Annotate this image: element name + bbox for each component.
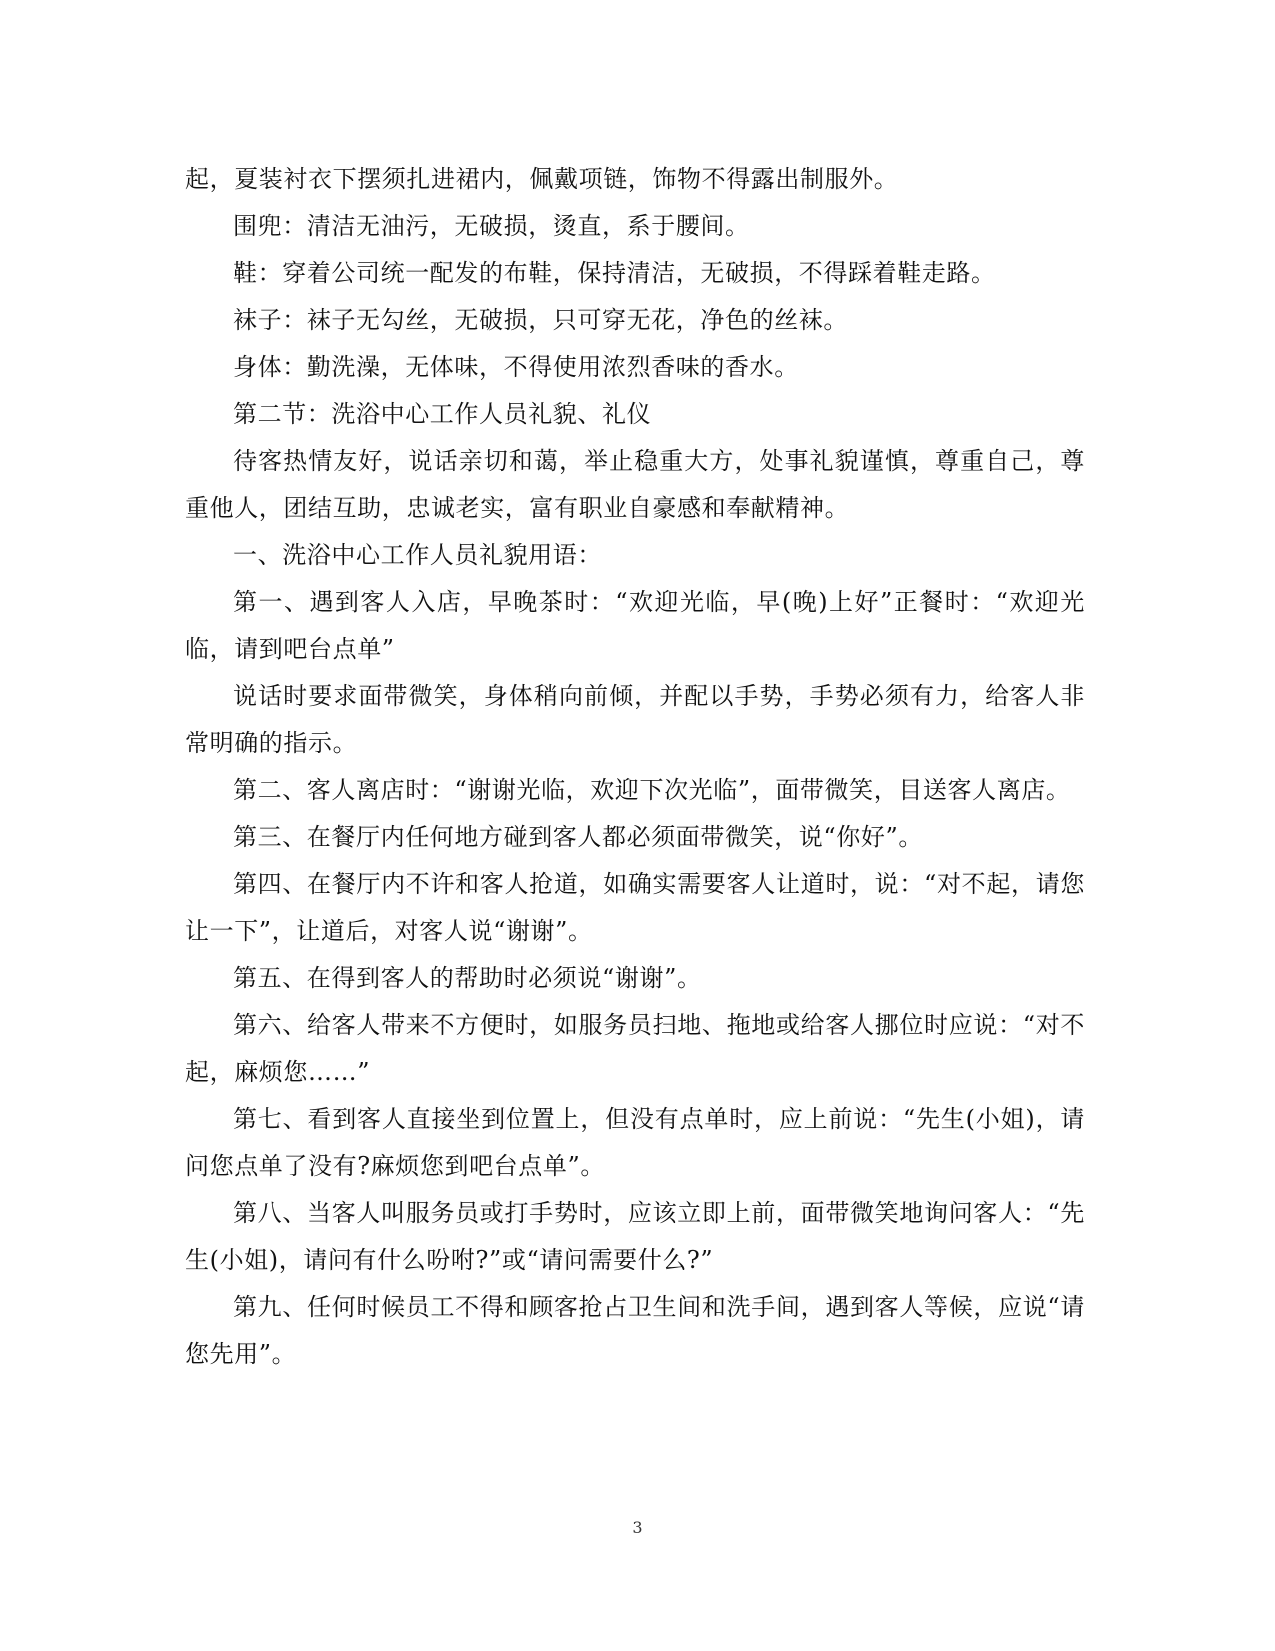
document-body bbox=[185, 156, 1085, 1378]
paragraph-2: 围兜：清洁无油污，无破损，烫直，系于腰间。 bbox=[233, 212, 750, 240]
subsection-heading: 一、洗浴中心工作人员礼貌用语： bbox=[233, 541, 602, 569]
paragraph-3: 鞋：穿着公司统一配发的布鞋，保持清洁，无破损，不得踩着鞋走路。 bbox=[233, 259, 996, 287]
paragraph-14: 第五、在得到客人的帮助时必须说“谢谢”。 bbox=[233, 964, 702, 992]
page-number: 3 bbox=[632, 1518, 643, 1537]
paragraph-1: 起，夏装衬衣下摆须扎进裙内，佩戴项链，饰物不得露出制服外。 bbox=[185, 165, 899, 193]
paragraph-9: 第一、遇到客人入店，早晚茶时：“欢迎光临，早(晚)上好”正餐时：“欢迎光临，请到吧台点单” bbox=[185, 588, 1085, 663]
paragraph-7: 待客热情友好，说话亲切和蔼，举止稳重大方，处事礼貌谨慎，尊重自己，尊重他人，团结互助，忠诚老实，富有职业自豪感和奉献精神。 bbox=[185, 447, 1085, 522]
paragraph-15: 第六、给客人带来不方便时，如服务员扫地、拖地或给客人挪位时应说：“对不起，麻烦您……” bbox=[185, 1011, 1085, 1086]
paragraph-17: 第八、当客人叫服务员或打手势时，应该立即上前，面带微笑地询问客人：“先生(小姐)，请问有什么吩咐?”或“请问需要什么?” bbox=[185, 1199, 1085, 1274]
paragraph-12: 第三、在餐厅内任何地方碰到客人都必须面带微笑，说“你好”。 bbox=[233, 823, 923, 851]
section-heading: 第二节：洗浴中心工作人员礼貌、礼仪 bbox=[233, 400, 652, 428]
paragraph-18: 第九、任何时候员工不得和顾客抢占卫生间和洗手间，遇到客人等候，应说“请您先用”。 bbox=[185, 1293, 1085, 1368]
paragraph-5: 身体：勤洗澡，无体味，不得使用浓烈香味的香水。 bbox=[233, 353, 799, 381]
paragraph-4: 袜子：袜子无勾丝，无破损，只可穿无花，净色的丝袜。 bbox=[233, 306, 848, 334]
paragraph-13: 第四、在餐厅内不许和客人抢道，如确实需要客人让道时，说：“对不起，请您让一下”，让道后，对客人说“谢谢”。 bbox=[185, 870, 1085, 945]
paragraph-16: 第七、看到客人直接坐到位置上，但没有点单时，应上前说：“先生(小姐)，请问您点单了没有?麻烦您到吧台点单”。 bbox=[185, 1105, 1085, 1180]
paragraph-10: 说话时要求面带微笑，身体稍向前倾，并配以手势，手势必须有力，给客人非常明确的指示。 bbox=[185, 682, 1085, 757]
paragraph-11: 第二、客人离店时：“谢谢光临，欢迎下次光临”，面带微笑，目送客人离店。 bbox=[233, 776, 1071, 804]
